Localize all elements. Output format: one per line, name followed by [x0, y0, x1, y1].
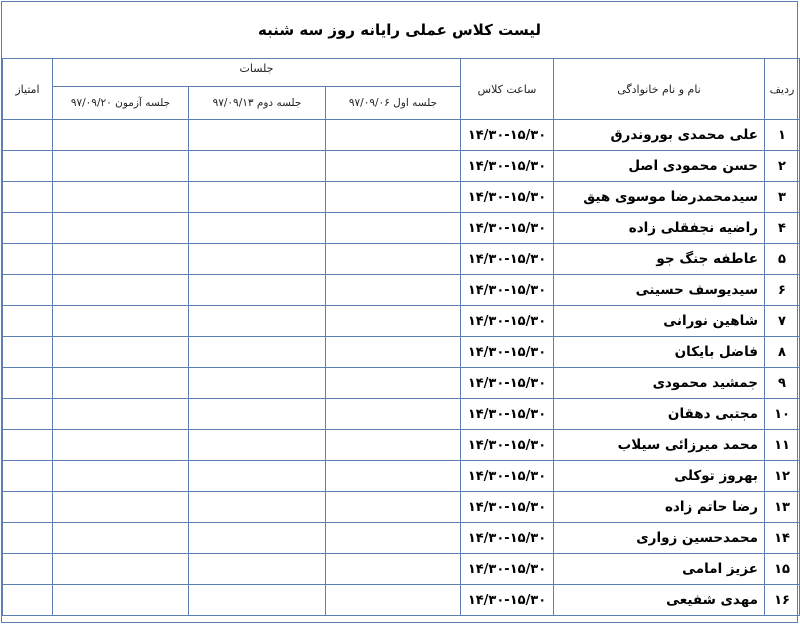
table-row	[3, 306, 800, 337]
class-time: ۱۴/۳۰-۱۵/۳۰	[461, 306, 554, 337]
session-3-cell	[53, 306, 189, 337]
score-cell	[3, 399, 53, 430]
session-1-cell	[326, 368, 461, 399]
student-name: مهدی شفیعی	[554, 585, 765, 616]
header-session-3: جلسه آزمون ۹۷/۰۹/۲۰	[53, 87, 189, 120]
row-number: ۸	[765, 337, 800, 368]
score-cell	[3, 306, 53, 337]
session-3-cell	[53, 554, 189, 585]
session-3-cell	[53, 585, 189, 616]
session-3-cell	[53, 120, 189, 151]
student-name: سیدیوسف حسینی	[554, 275, 765, 306]
score-cell	[3, 461, 53, 492]
table-row	[3, 120, 800, 151]
class-time: ۱۴/۳۰-۱۵/۳۰	[461, 337, 554, 368]
row-number: ۲	[765, 151, 800, 182]
score-cell	[3, 585, 53, 616]
attendance-sheet	[1, 1, 798, 623]
table-row	[3, 492, 800, 523]
table-row	[3, 244, 800, 275]
class-time: ۱۴/۳۰-۱۵/۳۰	[461, 492, 554, 523]
class-time: ۱۴/۳۰-۱۵/۳۰	[461, 182, 554, 213]
score-cell	[3, 151, 53, 182]
session-2-cell	[189, 213, 326, 244]
student-name: شاهین نورانی	[554, 306, 765, 337]
session-2-cell	[189, 430, 326, 461]
session-3-cell	[53, 523, 189, 554]
score-cell	[3, 244, 53, 275]
table-row	[3, 151, 800, 182]
table-row	[3, 182, 800, 213]
score-cell	[3, 120, 53, 151]
session-3-cell	[53, 368, 189, 399]
table-row	[3, 461, 800, 492]
session-2-cell	[189, 120, 326, 151]
session-1-cell	[326, 585, 461, 616]
session-2-cell	[189, 368, 326, 399]
student-name: عاطفه جنگ جو	[554, 244, 765, 275]
session-1-cell	[326, 213, 461, 244]
attendance-table	[2, 58, 800, 616]
session-2-cell	[189, 182, 326, 213]
session-1-cell	[326, 151, 461, 182]
row-number: ۶	[765, 275, 800, 306]
session-2-cell	[189, 492, 326, 523]
session-2-cell	[189, 151, 326, 182]
header-row-num: ردیف	[765, 59, 800, 120]
session-2-cell	[189, 554, 326, 585]
score-cell	[3, 523, 53, 554]
session-1-cell	[326, 244, 461, 275]
row-number: ۱۶	[765, 585, 800, 616]
student-name: حسن محمودی اصل	[554, 151, 765, 182]
table-row	[3, 213, 800, 244]
student-name: رضا حاتم زاده	[554, 492, 765, 523]
table-row	[3, 368, 800, 399]
session-1-cell	[326, 337, 461, 368]
row-number: ۴	[765, 213, 800, 244]
student-name: سیدمحمدرضا موسوی هیق	[554, 182, 765, 213]
table-row	[3, 399, 800, 430]
session-3-cell	[53, 399, 189, 430]
row-number: ۹	[765, 368, 800, 399]
score-cell	[3, 430, 53, 461]
table-row	[3, 585, 800, 616]
sheet-title: لیست کلاس عملی رایانه روز سه شنبه	[2, 2, 797, 59]
session-1-cell	[326, 182, 461, 213]
row-number: ۱۰	[765, 399, 800, 430]
session-2-cell	[189, 244, 326, 275]
class-time: ۱۴/۳۰-۱۵/۳۰	[461, 213, 554, 244]
class-time: ۱۴/۳۰-۱۵/۳۰	[461, 554, 554, 585]
class-time: ۱۴/۳۰-۱۵/۳۰	[461, 523, 554, 554]
session-3-cell	[53, 213, 189, 244]
table-body	[3, 120, 800, 616]
student-name: عزیز امامی	[554, 554, 765, 585]
session-3-cell	[53, 430, 189, 461]
class-time: ۱۴/۳۰-۱۵/۳۰	[461, 120, 554, 151]
row-number: ۱۱	[765, 430, 800, 461]
session-3-cell	[53, 275, 189, 306]
student-name: مجتبی دهقان	[554, 399, 765, 430]
student-name: بهروز توکلی	[554, 461, 765, 492]
row-number: ۳	[765, 182, 800, 213]
table-row	[3, 337, 800, 368]
class-time: ۱۴/۳۰-۱۵/۳۰	[461, 430, 554, 461]
session-2-cell	[189, 585, 326, 616]
session-1-cell	[326, 399, 461, 430]
row-number: ۷	[765, 306, 800, 337]
header-session-1: جلسه اول ۹۷/۰۹/۰۶	[326, 87, 461, 120]
session-1-cell	[326, 523, 461, 554]
session-2-cell	[189, 461, 326, 492]
session-1-cell	[326, 492, 461, 523]
class-time: ۱۴/۳۰-۱۵/۳۰	[461, 399, 554, 430]
session-3-cell	[53, 151, 189, 182]
header-score: امتیاز	[3, 59, 53, 120]
row-number: ۵	[765, 244, 800, 275]
table-row	[3, 430, 800, 461]
session-1-cell	[326, 554, 461, 585]
score-cell	[3, 368, 53, 399]
session-3-cell	[53, 461, 189, 492]
header-sessions-group: جلسات	[53, 59, 461, 87]
session-1-cell	[326, 430, 461, 461]
row-number: ۱	[765, 120, 800, 151]
session-2-cell	[189, 306, 326, 337]
session-1-cell	[326, 461, 461, 492]
class-time: ۱۴/۳۰-۱۵/۳۰	[461, 585, 554, 616]
score-cell	[3, 213, 53, 244]
session-3-cell	[53, 182, 189, 213]
session-1-cell	[326, 275, 461, 306]
row-number: ۱۴	[765, 523, 800, 554]
header-session-2: جلسه دوم ۹۷/۰۹/۱۳	[189, 87, 326, 120]
row-number: ۱۲	[765, 461, 800, 492]
session-3-cell	[53, 244, 189, 275]
session-2-cell	[189, 399, 326, 430]
class-time: ۱۴/۳۰-۱۵/۳۰	[461, 461, 554, 492]
row-number: ۱۵	[765, 554, 800, 585]
table-row	[3, 523, 800, 554]
table-row	[3, 554, 800, 585]
row-number: ۱۳	[765, 492, 800, 523]
score-cell	[3, 337, 53, 368]
class-time: ۱۴/۳۰-۱۵/۳۰	[461, 275, 554, 306]
session-2-cell	[189, 337, 326, 368]
student-name: علی محمدی بوروندرق	[554, 120, 765, 151]
score-cell	[3, 554, 53, 585]
session-2-cell	[189, 523, 326, 554]
session-1-cell	[326, 306, 461, 337]
student-name: محمد میرزائی سیلاب	[554, 430, 765, 461]
class-time: ۱۴/۳۰-۱۵/۳۰	[461, 151, 554, 182]
session-3-cell	[53, 492, 189, 523]
score-cell	[3, 182, 53, 213]
score-cell	[3, 275, 53, 306]
session-1-cell	[326, 120, 461, 151]
student-name: فاضل بایکان	[554, 337, 765, 368]
student-name: راضیه نجفقلی زاده	[554, 213, 765, 244]
class-time: ۱۴/۳۰-۱۵/۳۰	[461, 244, 554, 275]
session-3-cell	[53, 337, 189, 368]
score-cell	[3, 492, 53, 523]
table-row	[3, 275, 800, 306]
session-2-cell	[189, 275, 326, 306]
header-name: نام و نام خانوادگی	[554, 59, 765, 120]
class-time: ۱۴/۳۰-۱۵/۳۰	[461, 368, 554, 399]
header-class-time: ساعت کلاس	[461, 59, 554, 120]
student-name: محمدحسین زواری	[554, 523, 765, 554]
student-name: جمشید محمودی	[554, 368, 765, 399]
